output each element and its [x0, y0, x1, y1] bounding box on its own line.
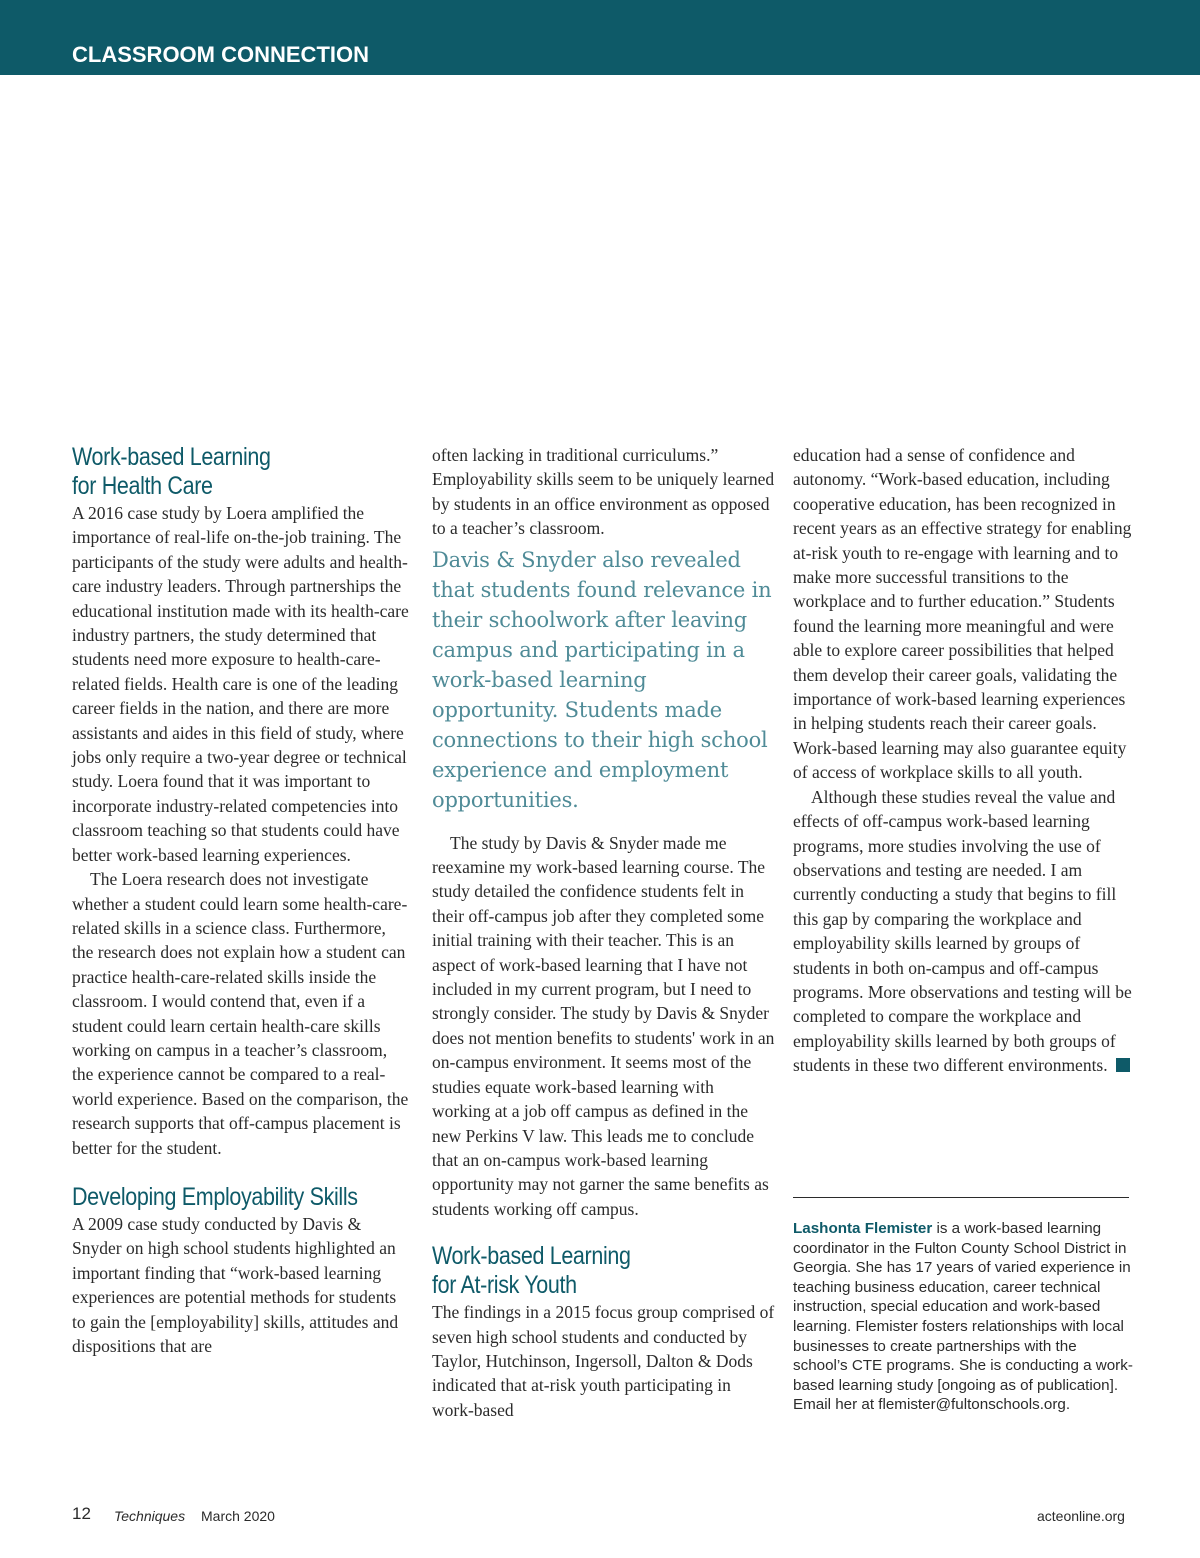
heading-line: Work-based Learning [72, 443, 271, 471]
column-1 [72, 443, 410, 1358]
paragraph: A 2009 case study conducted by Davis & Snyder on high school students highlighted an important finding that “work-based learning experiences are potential methods for students to gain the [employability] skills, attitudes and dispositions that are [72, 1213, 399, 1356]
author-name: Lashonta Flemister [793, 1220, 933, 1237]
heading-line: for At-risk Youth [432, 1271, 577, 1300]
paragraph-text: Although these studies reveal the value and effects of off-campus work-based learning programs, more studies involving the use of observations and testing are needed. I am currently conducting a study that begins to fill this gap by comparing the workplace and employability skills learned by groups of students in both on-campus and off-campus programs. More observations and testing will be completed to compare the workplace and employability skills learned by both groups of students in these two different environments. [793, 786, 1132, 1076]
heading-health-care [72, 443, 416, 501]
paragraph: A 2016 case study by Loera amplified the importance of real-life on-the-job training. The participants of the study were adults and health-care industry leaders. Through partnerships the educational institution made with its health-care industry partners, the study determined that students need more exposure to health-care-related fields. Health care is one of the leading career fields in the nation, and there are more assistants and aides in this field of study, where jobs only require a two-year degree or technical study. Loera found that it was important to incorporate industry-related competencies into classroom teaching so that students could have better work-based learning experiences. [72, 503, 409, 865]
section-title: CLASSROOM CONNECTION [72, 42, 369, 67]
pull-quote: Davis & Snyder also revealed that students found relevance in their schoolwork after leaving campus and participating in a work-based learning opportunity. Students made connections to their high school experience and employment opportunities. [432, 547, 772, 812]
heading-at-risk-youth [432, 1242, 776, 1300]
paragraph [793, 785, 1133, 1078]
author-bio [793, 1219, 1133, 1415]
heading-line: Work-based Learning [432, 1242, 631, 1271]
column-2 [432, 443, 776, 1422]
heading-employability: Developing Employability Skills [72, 1182, 358, 1211]
paragraph: education had a sense of confidence and autonomy. “Work-based education, including cooperative education, has been recognized in recent years as an effective strategy for enabling at-risk youth to re-engage with learning and to make more successful transitions to the workplace and to further education.” Students found the learning more meaningful and were able to explore career possibilities that helped them develop their career goals, validating the importance of work-based learning experiences in helping students reach their career goals. Work-based learning may also guarantee equity of access of workplace skills to all youth. [793, 445, 1132, 783]
author-bio-text: is a work-based learning coordinator in the Fulton County School District in Georgia. She has 17 years of varied experience in teaching business education, career technical instruction, special education and work-based learning. Flemister fosters relationships with local businesses to create partnerships with the school’s CTE programs. She is conducting a work-based learning study [ongoing as of publication]. Email her at flemister@fultonschools.org. [793, 1220, 1133, 1414]
paragraph: The findings in a 2015 focus group comprised of seven high school students and conducted by Taylor, Hutchinson, Ingersoll, Dalton & Dods indicated that at-risk youth participating in work-based [432, 1302, 775, 1420]
section-banner [0, 0, 1200, 75]
paragraph: The Loera research does not investigate whether a student could learn some health-care-related skills in a science class. Furthermore, the research does not explain how a student can practice health-care-related skills inside the classroom. I would contend that, even if a student could learn certain health-care skills working on campus in a teacher’s classroom, the experience cannot be compared to a real-world experience. Based on the comparison, the research supports that off-campus placement is better for the student. [72, 869, 409, 1158]
column-3 [793, 443, 1133, 1078]
magazine-name: Techniques [114, 1508, 186, 1524]
heading-line: for Health Care [72, 472, 213, 500]
website: acteonline.org [1037, 1508, 1125, 1524]
paragraph: The study by Davis & Snyder made me reexamine my work-based learning course. The study detailed the confidence students felt in their off-campus job after they completed some initial training with their teacher. This is an aspect of work-based learning that I have not included in my current program, but I need to strongly consider. The study by Davis & Snyder does not mention benefits to students' work in an on-campus environment. It seems most of the studies equate work-based learning with working at a job off campus as defined in the new Perkins V law. This leads me to conclude that an on-campus work-based learning opportunity may not garner the same benefits as students working off campus. [432, 832, 775, 1219]
end-mark-icon [1116, 1058, 1130, 1072]
page-number: 12 [72, 1504, 91, 1523]
paragraph: often lacking in traditional curriculums.” Employability skills seem to be uniquely learned by students in an office environment as opposed to a teacher’s classroom. [432, 445, 775, 539]
issue-date: March 2020 [201, 1508, 275, 1524]
bio-divider [793, 1197, 1129, 1198]
